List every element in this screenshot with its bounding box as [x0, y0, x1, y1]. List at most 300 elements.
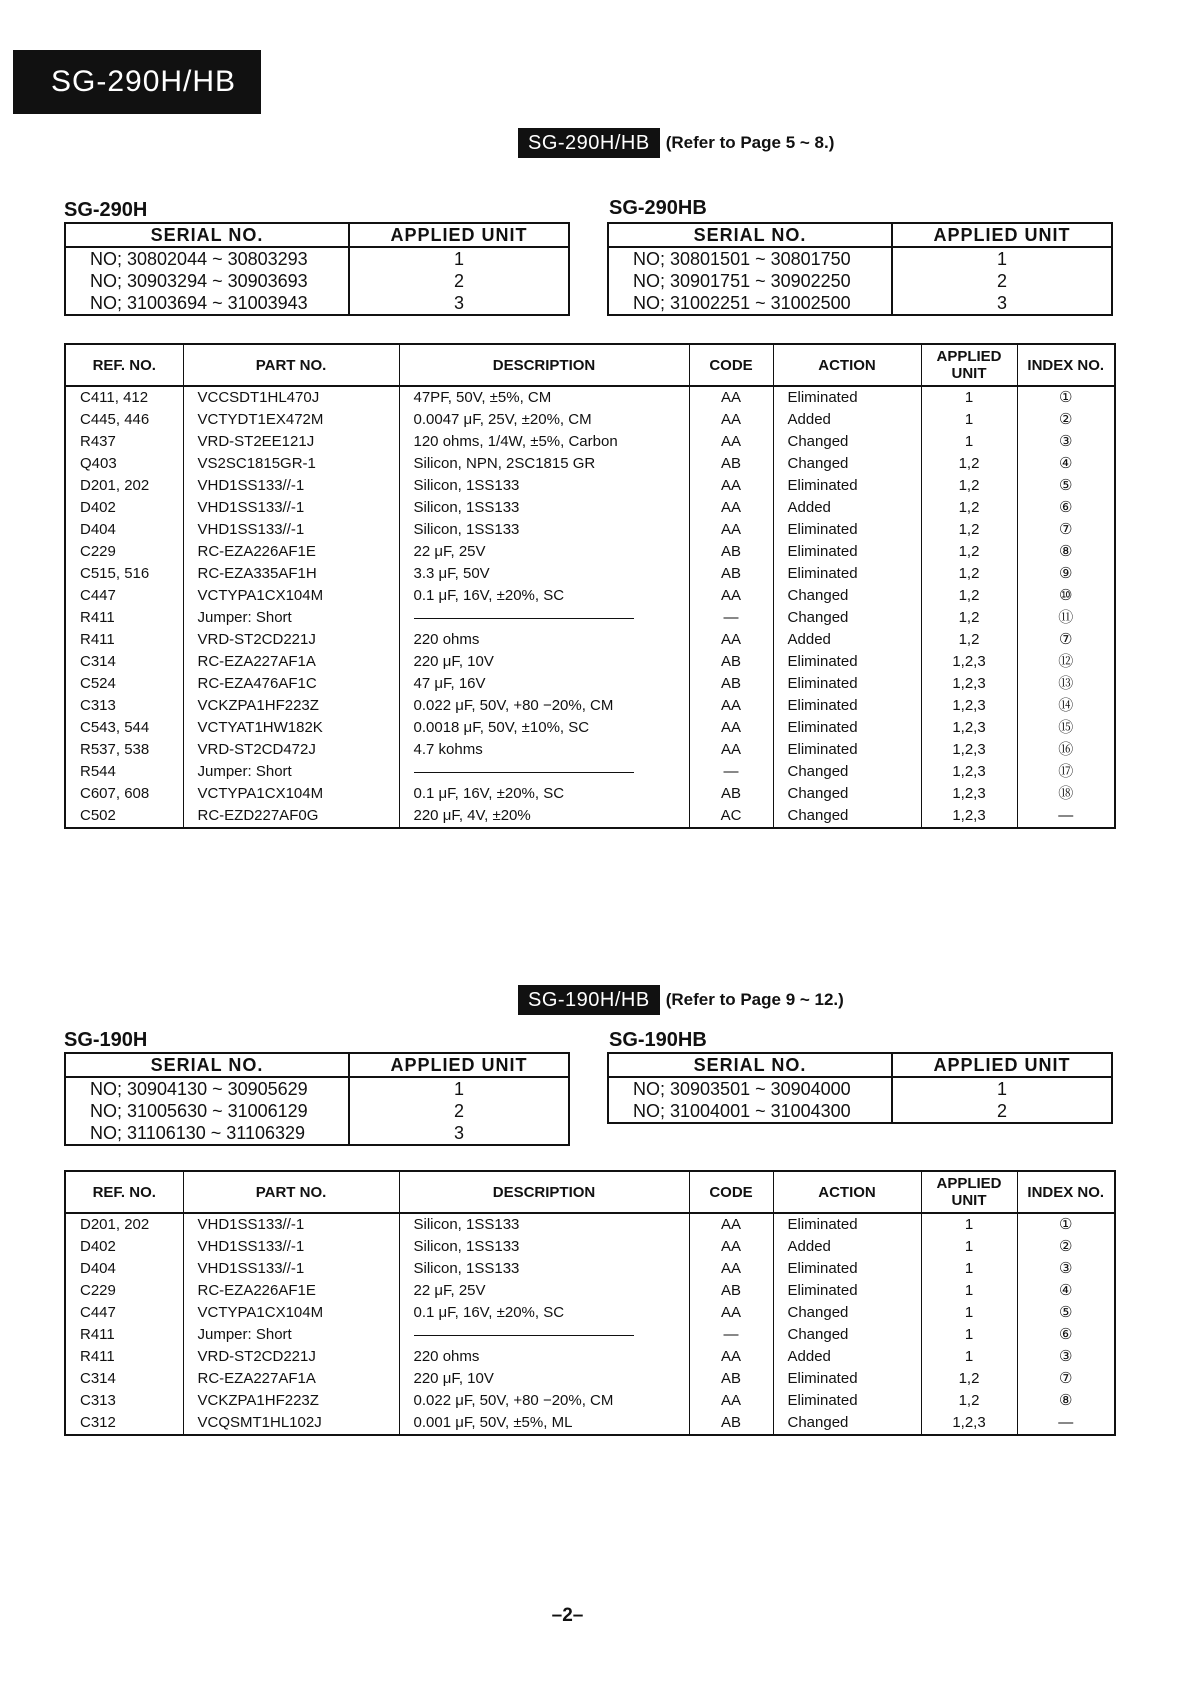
- applied-unit: 1,2,3: [921, 1412, 1017, 1435]
- ref-no: C314: [80, 653, 116, 670]
- action: Changed: [773, 453, 921, 475]
- code: AA: [689, 585, 773, 607]
- action: Changed: [773, 1324, 921, 1346]
- index-no: ⑦: [1017, 629, 1115, 651]
- code: AB: [689, 651, 773, 673]
- ref-no: C229: [80, 543, 116, 560]
- part-no: VHD1SS133//-1: [183, 1213, 399, 1236]
- index-no: ⑥: [1017, 1324, 1115, 1346]
- applied-unit: 1: [892, 1077, 1112, 1100]
- ref-no: C515, 516: [80, 565, 150, 582]
- applied-unit: 1,2: [921, 1390, 1017, 1412]
- table-row: [65, 607, 1115, 629]
- ref-no: D201, 202: [80, 477, 150, 494]
- serial-range: NO; 30904130 ~ 30905629: [90, 1079, 308, 1099]
- description: [399, 761, 689, 783]
- table-row: [65, 761, 1115, 783]
- unit-header: APPLIED UNIT: [349, 223, 569, 247]
- action: Changed: [773, 761, 921, 783]
- col-part: PART NO.: [183, 344, 399, 386]
- action: Eliminated: [773, 1258, 921, 1280]
- part-no: VHD1SS133//-1: [183, 1258, 399, 1280]
- ref-no: C313: [80, 1392, 116, 1409]
- applied-unit: 1: [892, 247, 1112, 270]
- part-no: RC-EZA227AF1A: [183, 651, 399, 673]
- action: Changed: [773, 1412, 921, 1435]
- ref-no: C607, 608: [80, 785, 150, 802]
- description: 47PF, 50V, ±5%, CM: [399, 386, 689, 409]
- section2-right-serial-table: [607, 1052, 1113, 1124]
- table-row: [65, 1302, 1115, 1324]
- ref-no: R411: [80, 631, 115, 648]
- index-no: ④: [1017, 453, 1115, 475]
- col-index: INDEX NO.: [1017, 344, 1115, 386]
- blank-line: [414, 1335, 634, 1336]
- part-no: VRD-ST2CD472J: [183, 739, 399, 761]
- table-row: [65, 629, 1115, 651]
- action: Eliminated: [773, 695, 921, 717]
- description: 0.001 μF, 50V, ±5%, ML: [399, 1412, 689, 1435]
- serial-header: SERIAL NO.: [65, 1053, 349, 1077]
- code: AB: [689, 1280, 773, 1302]
- description: 220 ohms: [399, 629, 689, 651]
- ref-no: C447: [80, 587, 116, 604]
- ref-no: Q403: [80, 455, 117, 472]
- code: AA: [689, 695, 773, 717]
- serial-row: [608, 247, 1112, 270]
- table-row: [65, 409, 1115, 431]
- ref-no: C314: [80, 1370, 116, 1387]
- applied-unit: 1,2,3: [921, 783, 1017, 805]
- section2-header: [518, 985, 844, 1015]
- applied-unit: 1,2,3: [921, 651, 1017, 673]
- ref-no: D404: [80, 1260, 116, 1277]
- section1-badge: SG-290H/HB: [518, 128, 660, 158]
- table-row: [65, 805, 1115, 828]
- table-row: [65, 1368, 1115, 1390]
- applied-unit: 1,2,3: [921, 761, 1017, 783]
- table-row: [65, 651, 1115, 673]
- description: 0.1 μF, 16V, ±20%, SC: [399, 1302, 689, 1324]
- applied-unit: 1: [921, 1213, 1017, 1236]
- applied-unit: 1,2,3: [921, 717, 1017, 739]
- code: AB: [689, 783, 773, 805]
- part-no: RC-EZA335AF1H: [183, 563, 399, 585]
- applied-unit: 2: [892, 1100, 1112, 1123]
- part-no: RC-EZA476AF1C: [183, 673, 399, 695]
- serial-range: NO; 31004001 ~ 31004300: [633, 1101, 851, 1121]
- ref-no: D402: [80, 499, 116, 516]
- serial-range: NO; 30901751 ~ 30902250: [633, 271, 851, 291]
- col-desc: DESCRIPTION: [399, 344, 689, 386]
- index-no: ③: [1017, 431, 1115, 453]
- description: 220 μF, 10V: [399, 1368, 689, 1390]
- action: Changed: [773, 607, 921, 629]
- part-no: VCKZPA1HF223Z: [183, 1390, 399, 1412]
- section2-ref: (Refer to Page 9 ~ 12.): [665, 990, 844, 1009]
- code: AA: [689, 475, 773, 497]
- index-no: ④: [1017, 1280, 1115, 1302]
- index-no: ⑪: [1017, 607, 1115, 629]
- code: AA: [689, 431, 773, 453]
- applied-unit: 1: [921, 386, 1017, 409]
- action: Eliminated: [773, 541, 921, 563]
- applied-unit: 1: [921, 431, 1017, 453]
- code: AB: [689, 563, 773, 585]
- ref-no: C447: [80, 1304, 116, 1321]
- ref-no: C543, 544: [80, 719, 150, 736]
- action: Eliminated: [773, 519, 921, 541]
- code: AA: [689, 717, 773, 739]
- applied-unit: 1: [921, 1258, 1017, 1280]
- serial-range: NO; 30801501 ~ 30801750: [633, 249, 851, 269]
- applied-unit: 1,2: [921, 475, 1017, 497]
- index-no: ⑦: [1017, 1368, 1115, 1390]
- section1-left-serial-table: [64, 222, 570, 316]
- description: 22 μF, 25V: [399, 541, 689, 563]
- action: Eliminated: [773, 651, 921, 673]
- description: 220 μF, 4V, ±20%: [399, 805, 689, 828]
- applied-unit: 1,2,3: [921, 673, 1017, 695]
- part-no: VCTYPA1CX104M: [183, 1302, 399, 1324]
- index-no: ⑤: [1017, 1302, 1115, 1324]
- table-row: [65, 1412, 1115, 1435]
- applied-unit: 1,2: [921, 563, 1017, 585]
- part-no: Jumper: Short: [183, 761, 399, 783]
- description: Silicon, 1SS133: [399, 1236, 689, 1258]
- code: AA: [689, 386, 773, 409]
- blank-line: [414, 618, 634, 619]
- applied-unit: 1,2,3: [921, 739, 1017, 761]
- applied-unit: 1,2,3: [921, 805, 1017, 828]
- unit-header: APPLIED UNIT: [892, 223, 1112, 247]
- description: 0.022 μF, 50V, +80 −20%, CM: [399, 1390, 689, 1412]
- code: —: [689, 761, 773, 783]
- table-row: [65, 1346, 1115, 1368]
- table-row: [65, 1390, 1115, 1412]
- applied-unit: 1: [349, 1077, 569, 1100]
- table-row: [65, 717, 1115, 739]
- code: —: [689, 607, 773, 629]
- applied-unit: 1: [921, 1302, 1017, 1324]
- applied-unit: 1: [921, 1236, 1017, 1258]
- ref-no: R537, 538: [80, 741, 150, 758]
- description: 220 ohms: [399, 1346, 689, 1368]
- serial-range: NO; 31106130 ~ 31106329: [90, 1123, 306, 1143]
- applied-unit: 1: [349, 247, 569, 270]
- applied-unit: 1: [921, 1346, 1017, 1368]
- serial-header: SERIAL NO.: [608, 1053, 892, 1077]
- table-row: [65, 497, 1115, 519]
- section1-header: [518, 128, 834, 158]
- serial-row: [608, 1077, 1112, 1100]
- applied-unit: 3: [349, 1122, 569, 1145]
- code: AA: [689, 409, 773, 431]
- action: Changed: [773, 585, 921, 607]
- index-no: ①: [1017, 1213, 1115, 1236]
- description: Silicon, 1SS133: [399, 1213, 689, 1236]
- ref-no: D404: [80, 521, 116, 538]
- index-no: ⑥: [1017, 497, 1115, 519]
- code: AA: [689, 1390, 773, 1412]
- part-no: VHD1SS133//-1: [183, 475, 399, 497]
- part-no: VCQSMT1HL102J: [183, 1412, 399, 1435]
- ref-no: R544: [80, 763, 116, 780]
- col-applied: APPLIED UNIT: [921, 344, 1017, 386]
- table-row: [65, 475, 1115, 497]
- serial-header: SERIAL NO.: [65, 223, 349, 247]
- index-no: ⑰: [1017, 761, 1115, 783]
- ref-no: C312: [80, 1414, 116, 1431]
- description: 0.0047 μF, 25V, ±20%, CM: [399, 409, 689, 431]
- description: [399, 1324, 689, 1346]
- index-no: ③: [1017, 1346, 1115, 1368]
- code: AB: [689, 453, 773, 475]
- part-no: RC-EZA226AF1E: [183, 1280, 399, 1302]
- description: 4.7 kohms: [399, 739, 689, 761]
- col-part: PART NO.: [183, 1171, 399, 1213]
- part-no: RC-EZA227AF1A: [183, 1368, 399, 1390]
- table-row: [65, 1280, 1115, 1302]
- code: AB: [689, 541, 773, 563]
- code: AB: [689, 1412, 773, 1435]
- part-no: VRD-ST2EE121J: [183, 431, 399, 453]
- applied-unit: 2: [892, 270, 1112, 292]
- table-row: [65, 673, 1115, 695]
- description: Silicon, NPN, 2SC1815 GR: [399, 453, 689, 475]
- part-no: VCTYAT1HW182K: [183, 717, 399, 739]
- applied-unit: 1,2: [921, 541, 1017, 563]
- part-no: RC-EZD227AF0G: [183, 805, 399, 828]
- action: Eliminated: [773, 717, 921, 739]
- index-no: ⑮: [1017, 717, 1115, 739]
- col-action: ACTION: [773, 1171, 921, 1213]
- action: Eliminated: [773, 475, 921, 497]
- table-row: [65, 453, 1115, 475]
- code: AC: [689, 805, 773, 828]
- applied-unit: 1,2,3: [921, 695, 1017, 717]
- applied-unit: 3: [892, 292, 1112, 315]
- code: AA: [689, 739, 773, 761]
- part-no: VRD-ST2CD221J: [183, 1346, 399, 1368]
- index-no: —: [1017, 1412, 1115, 1435]
- ref-no: C502: [80, 807, 116, 824]
- part-no: Jumper: Short: [183, 607, 399, 629]
- col-code: CODE: [689, 1171, 773, 1213]
- index-no: ⑩: [1017, 585, 1115, 607]
- index-no: ⑯: [1017, 739, 1115, 761]
- table-row: [65, 1236, 1115, 1258]
- page-number: –2–: [551, 1605, 584, 1626]
- description: 3.3 μF, 50V: [399, 563, 689, 585]
- index-no: ⑨: [1017, 563, 1115, 585]
- code: AB: [689, 1368, 773, 1390]
- part-no: Jumper: Short: [183, 1324, 399, 1346]
- col-ref: REF. NO.: [65, 1171, 183, 1213]
- applied-unit: 1,2: [921, 585, 1017, 607]
- table-row: [65, 739, 1115, 761]
- index-no: ⑧: [1017, 541, 1115, 563]
- action: Added: [773, 497, 921, 519]
- code: AA: [689, 1302, 773, 1324]
- applied-unit: 2: [349, 1100, 569, 1122]
- action: Changed: [773, 805, 921, 828]
- ref-no: C313: [80, 697, 116, 714]
- description: 220 μF, 10V: [399, 651, 689, 673]
- code: AA: [689, 1258, 773, 1280]
- part-no: VS2SC1815GR-1: [183, 453, 399, 475]
- ref-no: R437: [80, 433, 116, 450]
- ref-no: R411: [80, 1326, 115, 1343]
- col-index: INDEX NO.: [1017, 1171, 1115, 1213]
- index-no: ⑫: [1017, 651, 1115, 673]
- description: 22 μF, 25V: [399, 1280, 689, 1302]
- table-row: [65, 695, 1115, 717]
- code: AA: [689, 629, 773, 651]
- description: 120 ohms, 1/4W, ±5%, Carbon: [399, 431, 689, 453]
- serial-row: [65, 1100, 569, 1122]
- description: [399, 607, 689, 629]
- part-no: VCCSDT1HL470J: [183, 386, 399, 409]
- action: Added: [773, 629, 921, 651]
- part-no: RC-EZA226AF1E: [183, 541, 399, 563]
- applied-unit: 1,2: [921, 519, 1017, 541]
- code: AA: [689, 519, 773, 541]
- applied-unit: 1,2: [921, 1368, 1017, 1390]
- index-no: ⑤: [1017, 475, 1115, 497]
- serial-row: [608, 1100, 1112, 1123]
- index-no: ⑭: [1017, 695, 1115, 717]
- applied-unit: 1: [921, 409, 1017, 431]
- part-no: VHD1SS133//-1: [183, 497, 399, 519]
- index-no: ③: [1017, 1258, 1115, 1280]
- table-row: [65, 563, 1115, 585]
- action: Eliminated: [773, 1213, 921, 1236]
- index-no: ②: [1017, 1236, 1115, 1258]
- col-ref: REF. NO.: [65, 344, 183, 386]
- code: AA: [689, 1346, 773, 1368]
- description: 0.0018 μF, 50V, ±10%, SC: [399, 717, 689, 739]
- table-row: [65, 1258, 1115, 1280]
- description: Silicon, 1SS133: [399, 519, 689, 541]
- code: AB: [689, 673, 773, 695]
- table-row: [65, 541, 1115, 563]
- serial-range: NO; 31005630 ~ 31006129: [90, 1101, 308, 1121]
- ref-no: C524: [80, 675, 116, 692]
- section1-left-model: SG-290H: [64, 199, 148, 221]
- model-tag: SG-290H/HB: [13, 50, 261, 114]
- index-no: ⑧: [1017, 1390, 1115, 1412]
- action: Eliminated: [773, 673, 921, 695]
- index-no: ⑱: [1017, 783, 1115, 805]
- section2-left-serial-table: [64, 1052, 570, 1146]
- description: 0.1 μF, 16V, ±20%, SC: [399, 783, 689, 805]
- ref-no: R411: [80, 609, 115, 626]
- section1-right-serial-table: [607, 222, 1113, 316]
- index-no: ⑦: [1017, 519, 1115, 541]
- serial-header: SERIAL NO.: [608, 223, 892, 247]
- action: Changed: [773, 431, 921, 453]
- serial-range: NO; 30903294 ~ 30903693: [90, 271, 308, 291]
- description: 0.1 μF, 16V, ±20%, SC: [399, 585, 689, 607]
- code: AA: [689, 1236, 773, 1258]
- serial-row: [608, 270, 1112, 292]
- section1-right-model: SG-290HB: [609, 197, 707, 219]
- applied-unit: 1,2: [921, 453, 1017, 475]
- table-row: [65, 1213, 1115, 1236]
- applied-unit: 2: [349, 270, 569, 292]
- section2-right-model: SG-190HB: [609, 1029, 707, 1051]
- table-row: [65, 1324, 1115, 1346]
- blank-line: [414, 772, 634, 773]
- action: Eliminated: [773, 1390, 921, 1412]
- part-no: VHD1SS133//-1: [183, 519, 399, 541]
- section2-badge: SG-190H/HB: [518, 985, 660, 1015]
- applied-unit: 1,2: [921, 497, 1017, 519]
- table-row: [65, 783, 1115, 805]
- ref-no: D402: [80, 1238, 116, 1255]
- description: 47 μF, 16V: [399, 673, 689, 695]
- section1-parts-table: [64, 343, 1116, 829]
- description: Silicon, 1SS133: [399, 497, 689, 519]
- action: Added: [773, 1346, 921, 1368]
- index-no: ①: [1017, 386, 1115, 409]
- table-row: [65, 386, 1115, 409]
- section1-ref: (Refer to Page 5 ~ 8.): [665, 133, 835, 152]
- table-row: [65, 585, 1115, 607]
- unit-header: APPLIED UNIT: [892, 1053, 1112, 1077]
- code: —: [689, 1324, 773, 1346]
- applied-unit: 1: [921, 1280, 1017, 1302]
- code: AA: [689, 1213, 773, 1236]
- action: Changed: [773, 1302, 921, 1324]
- serial-row: [65, 1077, 569, 1100]
- serial-range: NO; 30903501 ~ 30904000: [633, 1079, 851, 1099]
- part-no: VRD-ST2CD221J: [183, 629, 399, 651]
- index-no: —: [1017, 805, 1115, 828]
- table-row: [65, 431, 1115, 453]
- applied-unit: 3: [349, 292, 569, 315]
- applied-unit: 1,2: [921, 607, 1017, 629]
- description: Silicon, 1SS133: [399, 1258, 689, 1280]
- serial-row: [608, 292, 1112, 315]
- part-no: VCTYDT1EX472M: [183, 409, 399, 431]
- serial-row: [65, 270, 569, 292]
- col-code: CODE: [689, 344, 773, 386]
- action: Added: [773, 409, 921, 431]
- description: 0.022 μF, 50V, +80 −20%, CM: [399, 695, 689, 717]
- applied-unit: 1: [921, 1324, 1017, 1346]
- serial-row: [65, 247, 569, 270]
- col-applied: APPLIED UNIT: [921, 1171, 1017, 1213]
- section2-left-model: SG-190H: [64, 1029, 148, 1051]
- action: Eliminated: [773, 386, 921, 409]
- index-no: ⑬: [1017, 673, 1115, 695]
- ref-no: C445, 446: [80, 411, 150, 428]
- col-desc: DESCRIPTION: [399, 1171, 689, 1213]
- ref-no: D201, 202: [80, 1216, 150, 1233]
- applied-unit: 1,2: [921, 629, 1017, 651]
- serial-range: NO; 30802044 ~ 30803293: [90, 249, 308, 269]
- action: Eliminated: [773, 1280, 921, 1302]
- action: Eliminated: [773, 563, 921, 585]
- section2-parts-table: [64, 1170, 1116, 1436]
- part-no: VCTYPA1CX104M: [183, 783, 399, 805]
- part-no: VHD1SS133//-1: [183, 1236, 399, 1258]
- action: Eliminated: [773, 739, 921, 761]
- serial-range: NO; 31002251 ~ 31002500: [633, 293, 851, 313]
- ref-no: C229: [80, 1282, 116, 1299]
